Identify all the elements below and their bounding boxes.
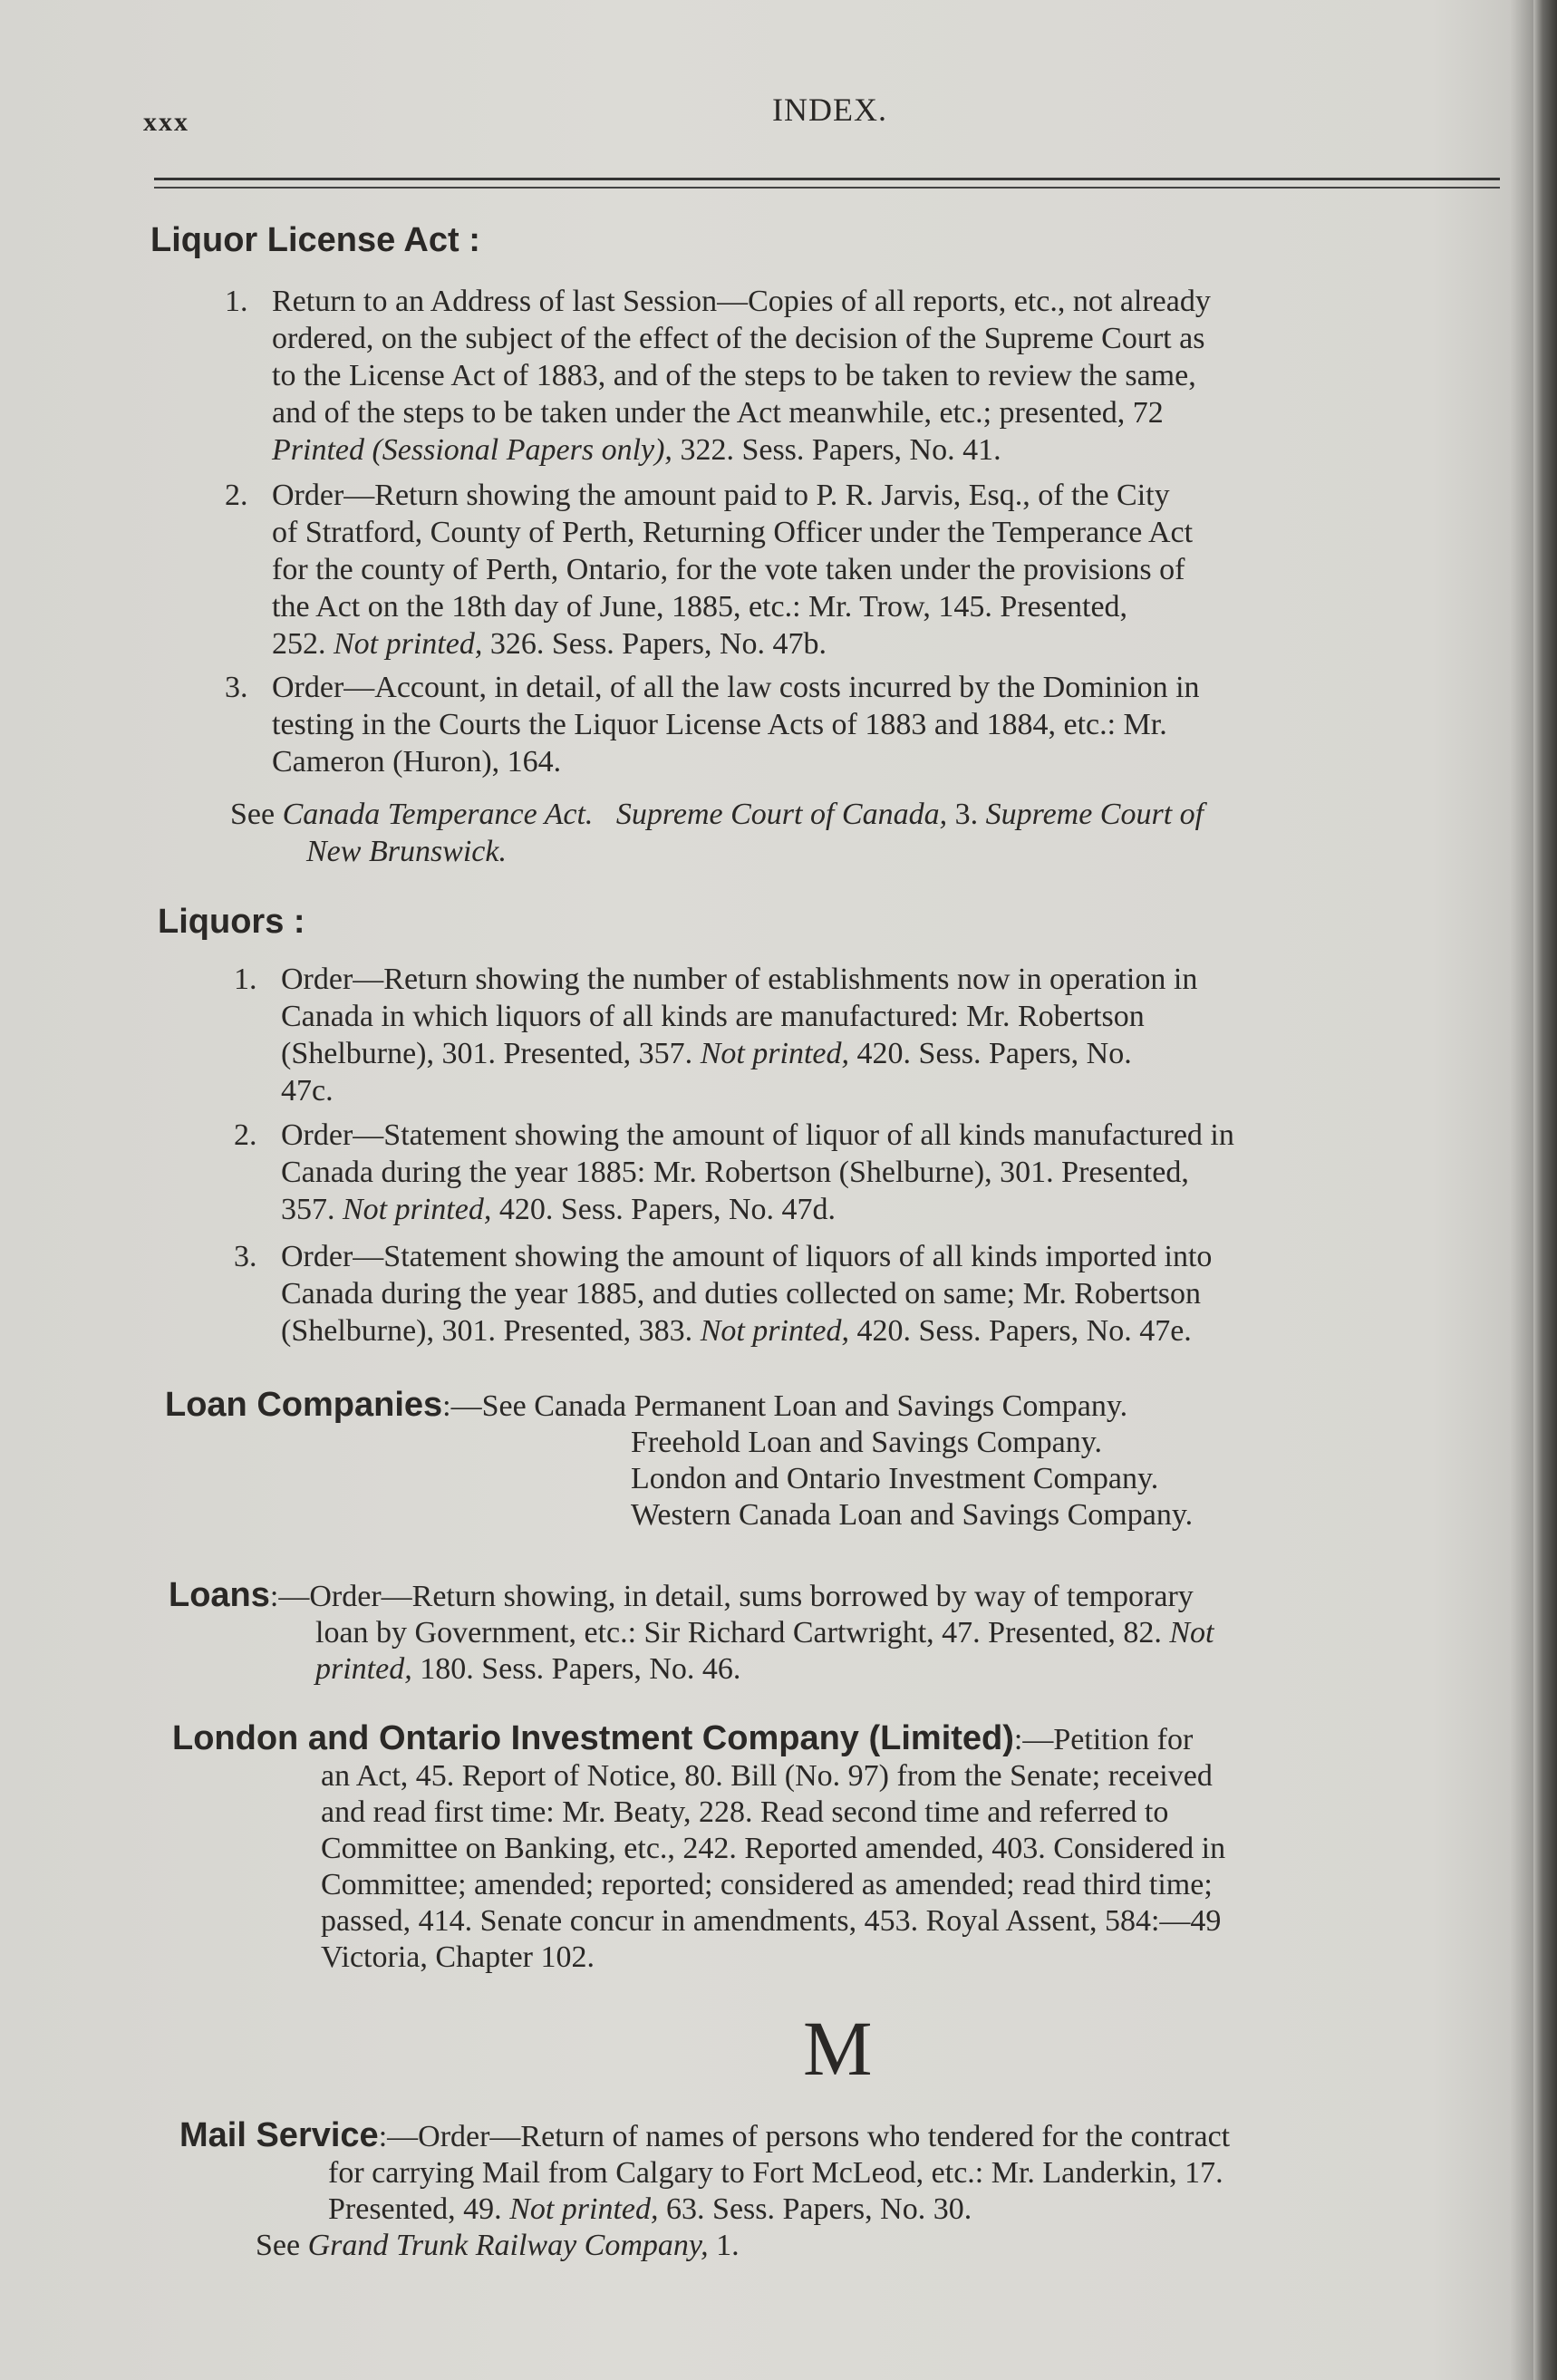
item-italic: Not printed, xyxy=(343,1193,492,1226)
liquors-item-3 xyxy=(234,1238,1212,1350)
see-link-supreme-court-nb: Supreme Court of xyxy=(985,798,1204,831)
item-number: 1. xyxy=(234,963,257,996)
see-company-line: Freehold Loan and Savings Company. xyxy=(631,1426,1102,1459)
see-link-grand-trunk: Grand Trunk Railway Company, xyxy=(307,2229,709,2262)
liquors-item-1 xyxy=(234,961,1197,1109)
see-prefix: See xyxy=(230,798,283,831)
entry-mail-service xyxy=(179,2117,1230,2264)
item-line: to the License Act of 1883, and of the steps to be taken to review the same, xyxy=(272,359,1196,392)
item-line: Order—Statement showing the amount of liquors of all kinds imported into xyxy=(281,1240,1213,1273)
liquor-license-item-3 xyxy=(225,669,1200,780)
entry-line: Committee; amended; reported; considered as amended; read third time; xyxy=(321,1868,1213,1901)
entry-line: passed, 414. Senate concur in amendments, 453. Royal Assent, 584:—49 xyxy=(321,1904,1222,1938)
liquors-item-2 xyxy=(234,1117,1234,1228)
entry-line xyxy=(169,1651,1214,1688)
item-line: ordered, on the subject of the effect of the decision of the Supreme Court as xyxy=(272,322,1205,355)
page-number: xxx xyxy=(143,107,189,137)
item-line: Order—Statement showing the amount of liquor of all kinds manufactured in xyxy=(281,1118,1234,1152)
see-line xyxy=(230,796,1204,833)
see-text: 1. xyxy=(708,2229,740,2262)
item-line: Cameron (Huron), 164. xyxy=(272,745,562,779)
page-binding-edge xyxy=(1533,0,1557,2380)
item-line: Order—Return showing the amount paid to P. R. Jarvis, Esq., of the City xyxy=(272,479,1170,512)
see-link-new-brunswick: New Brunswick. xyxy=(306,835,507,868)
item-text: (Shelburne), 301. Presented, 383. xyxy=(281,1314,701,1348)
entry-line: an Act, 45. Report of Notice, 80. Bill (No. 97) from the Senate; received xyxy=(321,1759,1213,1793)
entry-line: for carrying Mail from Calgary to Fort McLeod, etc.: Mr. Landerkin, 17. xyxy=(328,2156,1223,2190)
item-number: 2. xyxy=(225,479,248,512)
entry-text: loan by Government, etc.: Sir Richard Cartwright, 47. Presented, 82. xyxy=(315,1616,1162,1650)
entry-heading-loan-companies: Loan Companies xyxy=(165,1386,443,1424)
entry-heading-loans: Loans xyxy=(169,1576,270,1614)
see-link-canada-temperance-act: Canada Temperance Act. xyxy=(282,798,594,831)
item-text: (Shelburne), 301. Presented, 357. xyxy=(281,1037,701,1070)
entry-first-line xyxy=(169,1577,1214,1615)
entry-line xyxy=(179,2191,1230,2228)
see-company-line: London and Ontario Investment Company. xyxy=(631,1462,1159,1495)
item-number: 3. xyxy=(234,1240,257,1273)
item-line: Canada during the year 1885, and duties collected on same; Mr. Robertson xyxy=(281,1277,1202,1311)
entry-italic: Not xyxy=(1169,1616,1214,1650)
item-line: and of the steps to be taken under the Act meanwhile, etc.; presented, 72 xyxy=(272,396,1164,430)
item-number: 2. xyxy=(234,1118,257,1152)
liquor-license-item-2 xyxy=(225,477,1193,663)
entry-line xyxy=(169,1615,1214,1651)
entry-first-line xyxy=(172,1720,1225,1758)
item-line: Canada during the year 1885: Mr. Robertson (Shelburne), 301. Presented, xyxy=(281,1156,1189,1189)
running-head: INDEX. xyxy=(772,92,887,128)
item-line xyxy=(281,1312,1212,1350)
see-prefix: See xyxy=(256,2229,308,2262)
entry-heading-liquor-license-act: Liquor License Act : xyxy=(150,221,480,259)
see-line xyxy=(230,833,1204,870)
item-line xyxy=(281,1035,1197,1072)
entry-line: Victoria, Chapter 102. xyxy=(321,1940,595,1974)
item-italic: Printed (Sessional Papers only), xyxy=(272,433,672,467)
header-rule xyxy=(154,178,1500,180)
liquor-license-item-1 xyxy=(225,283,1211,469)
entry-heading-london-ontario: London and Ontario Investment Company (Limited) xyxy=(172,1719,1014,1757)
see-text: 3. xyxy=(947,798,986,831)
item-number: 1. xyxy=(225,285,248,318)
entry-heading-mail-service: Mail Service xyxy=(179,2116,379,2154)
entry-text: :—See Canada Permanent Loan and Savings Company. xyxy=(442,1389,1128,1423)
entry-text: 180. Sess. Papers, No. 46. xyxy=(411,1652,741,1686)
item-line: 47c. xyxy=(281,1074,334,1108)
entry-italic: Not printed, xyxy=(509,2192,659,2226)
entry-line: Committee on Banking, etc., 242. Reported amended, 403. Considered in xyxy=(321,1832,1226,1865)
item-text: 322. Sess. Papers, No. 41. xyxy=(672,433,1001,467)
item-line: the Act on the 18th day of June, 1885, etc.: Mr. Trow, 145. Presented, xyxy=(272,590,1128,624)
entry-italic: printed, xyxy=(315,1652,412,1686)
item-text: 252. xyxy=(272,627,334,661)
item-text: 326. Sess. Papers, No. 47b. xyxy=(482,627,827,661)
entry-text: Presented, 49. xyxy=(328,2192,510,2226)
item-line: Order—Account, in detail, of all the law costs incurred by the Dominion in xyxy=(272,671,1200,704)
liquor-license-see-also xyxy=(230,796,1204,870)
item-line xyxy=(281,1191,1234,1228)
item-text: 357. xyxy=(281,1193,343,1226)
entry-london-ontario xyxy=(172,1720,1225,1976)
entry-text: :—Order—Return of names of persons who tendered for the contract xyxy=(378,2120,1231,2153)
item-text: 420. Sess. Papers, No. 47e. xyxy=(849,1314,1192,1348)
item-text: 420. Sess. Papers, No. xyxy=(849,1037,1132,1070)
see-link-supreme-court-canada: Supreme Court of Canada, xyxy=(615,798,948,831)
item-line xyxy=(272,625,1193,663)
entry-text: :—Petition for xyxy=(1013,1723,1194,1756)
item-line: for the county of Perth, Ontario, for the vote taken under the provisions of xyxy=(272,553,1185,586)
entry-first-line xyxy=(179,2117,1230,2155)
item-line: Canada in which liquors of all kinds are manufactured: Mr. Robertson xyxy=(281,1000,1145,1033)
item-number: 3. xyxy=(225,671,248,704)
entry-first-line xyxy=(165,1387,1193,1425)
item-italic: Not printed, xyxy=(334,627,483,661)
item-line: testing in the Courts the Liquor License Acts of 1883 and 1884, etc.: Mr. xyxy=(272,708,1167,741)
see-company-line: Western Canada Loan and Savings Company. xyxy=(631,1498,1194,1532)
entry-text: 63. Sess. Papers, No. 30. xyxy=(658,2192,972,2226)
item-italic: Not printed, xyxy=(700,1314,850,1348)
item-italic: Not printed, xyxy=(700,1037,850,1070)
entry-loans xyxy=(169,1577,1214,1688)
header-rule-thin xyxy=(154,187,1500,189)
item-line: Return to an Address of last Session—Copies of all reports, etc., not already xyxy=(272,285,1211,318)
entry-loan-companies xyxy=(165,1387,1193,1533)
entry-heading-liquors: Liquors : xyxy=(158,903,305,941)
entry-line: and read first time: Mr. Beaty, 228. Read second time and referred to xyxy=(321,1795,1169,1829)
item-line xyxy=(272,431,1211,469)
item-line: of Stratford, County of Perth, Returning Officer under the Temperance Act xyxy=(272,516,1194,549)
entry-text: :—Order—Return showing, in detail, sums borrowed by way of temporary xyxy=(269,1580,1194,1613)
section-letter: M xyxy=(803,2005,873,2092)
item-line: Order—Return showing the number of establishments now in operation in xyxy=(281,963,1198,996)
see-line xyxy=(179,2228,1230,2264)
item-text: 420. Sess. Papers, No. 47d. xyxy=(491,1193,837,1226)
